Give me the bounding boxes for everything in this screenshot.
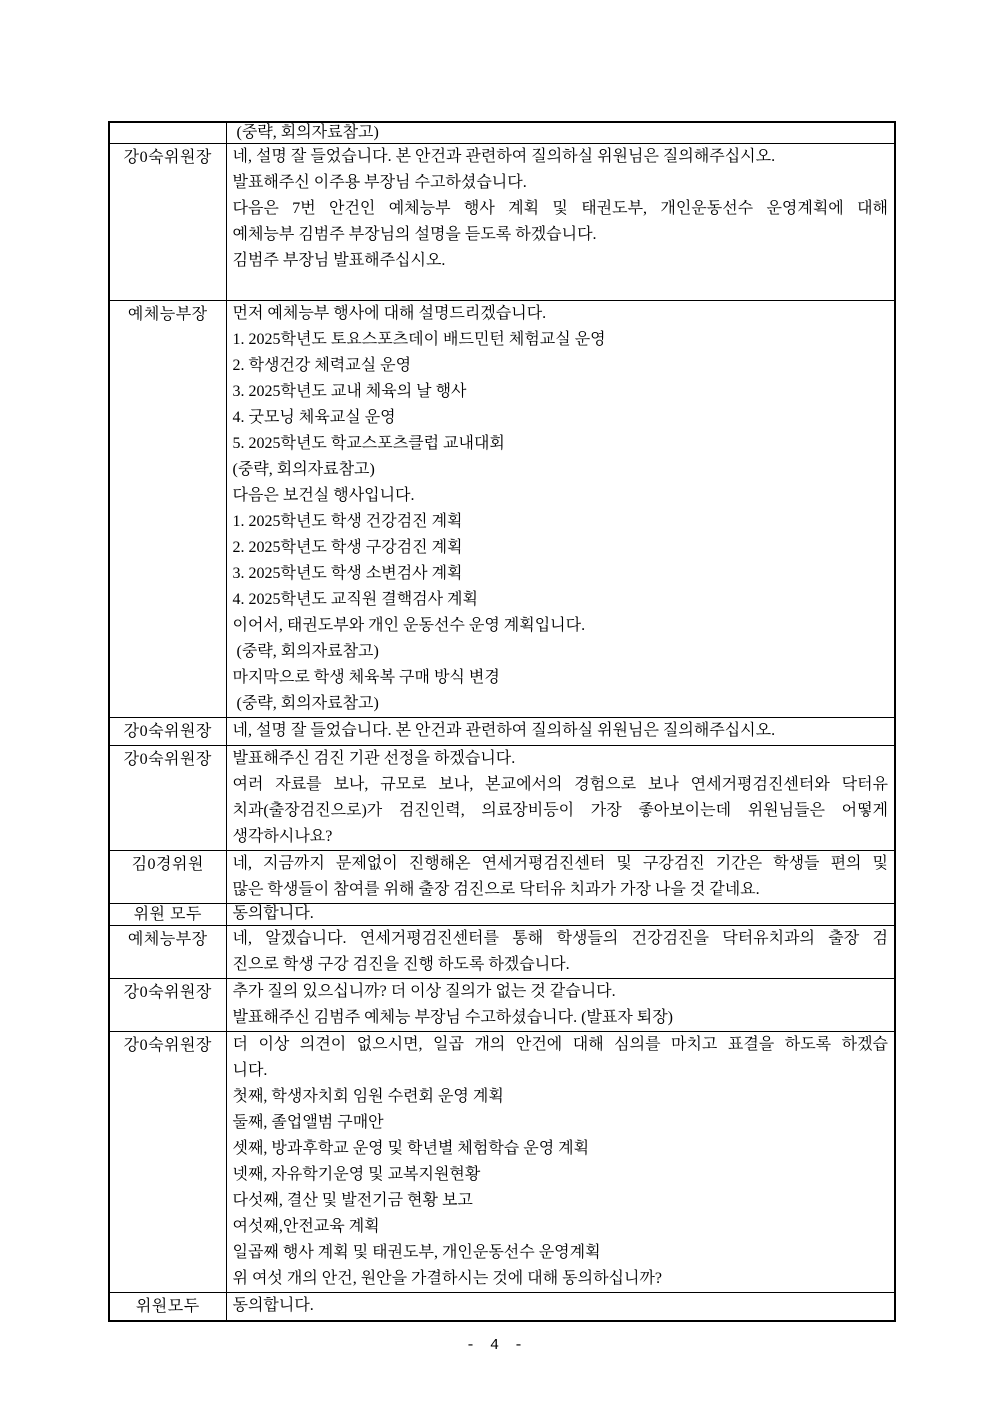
content-line: 4. 2025학년도 교직원 결핵검사 계획 [232,591,478,608]
content-line: 네, 알겠습니다. 연세거평검진센터를 통해 학생들의 건강검진을 닥터유치과의 출장 검 [232,930,888,947]
content-line: (중략, 회의자료참고) [232,124,379,141]
table-row [109,144,895,301]
table-row [109,979,895,1032]
content-line: 추가 질의 있으십니까? 더 이상 질의가 없는 것 같습니다. [232,983,616,1000]
content-cell [226,301,895,718]
content-line: 동의합니다. [232,1297,314,1314]
content-line: 다음은 7번 안건인 예체능부 행사 계획 및 태권도부, 개인운동선수 운영계획에 대해 [232,200,888,217]
content-line: 발표해주신 이주용 부장님 수고하셨습니다. [232,174,527,191]
content-line: 발표해주신 김범주 예체능 부장님 수고하셨습니다. (발표자 퇴장) [232,1009,674,1026]
content-line: 여섯째,안전교육 계획 [232,1218,380,1235]
content-line: 더 이상 의견이 없으시면, 일곱 개의 안건에 대해 심의를 마치고 표결을 하도록 하겠습 [232,1036,888,1053]
speaker-cell: 강0숙위원장 [109,1032,226,1293]
content-line: 첫째, 학생자치회 임원 수련회 운영 계획 [232,1088,504,1105]
content-line: 김범주 부장님 발표해주십시오. [232,252,446,269]
table-row [109,926,895,979]
table-row [109,851,895,904]
content-line: 진으로 학생 구강 검진을 진행 하도록 하겠습니다. [232,956,570,973]
speaker-cell: 예체능부장 [109,301,226,718]
minutes-table [108,121,896,1322]
content-line: 2. 학생건강 체력교실 운영 [232,357,412,374]
table-row [109,122,895,144]
content-line: (중략, 회의자료참고) [232,643,379,660]
content-line: 마지막으로 학생 체육복 구매 방식 변경 [232,669,500,686]
content-line: 많은 학생들이 참여를 위해 출장 검진으로 닥터유 치과가 가장 나을 것 같네요. [232,881,760,898]
content-cell [226,1032,895,1293]
content-line: 위 여섯 개의 안건, 원안을 가결하시는 것에 대해 동의하십니까? [232,1270,663,1287]
table-row [109,718,895,746]
content-line: 네, 설명 잘 들었습니다. 본 안건과 관련하여 질의하실 위원님은 질의해주십시오. [232,148,776,165]
content-line: 3. 2025학년도 학생 소변검사 계획 [232,565,463,582]
table-row [109,1293,895,1322]
speaker-cell: 강0숙위원장 [109,718,226,746]
content-line: 예체능부 김범주 부장님의 설명을 듣도록 하겠습니다. [232,226,597,243]
content-cell [226,926,895,979]
content-cell [226,1293,895,1322]
table-row [109,904,895,926]
content-line: 2. 2025학년도 학생 구강검진 계획 [232,539,463,556]
content-line: 둘째, 졸업앨범 구매안 [232,1114,384,1131]
speaker-cell: 강0숙위원장 [109,144,226,301]
content-line: 여러 자료를 보나, 규모로 보나, 본교에서의 경험으로 보나 연세거평검진센터와 닥터유 [232,776,888,793]
content-cell [226,979,895,1032]
content-line [233,274,889,300]
speaker-cell: 김0경위원 [109,851,226,904]
table-row [109,746,895,851]
speaker-cell: 강0숙위원장 [109,746,226,851]
content-line: (중략, 회의자료참고) [232,461,375,478]
content-cell [226,144,895,301]
content-cell [226,904,895,926]
content-cell [226,746,895,851]
content-line: 발표해주신 검진 기관 선정을 하겠습니다. [232,750,516,767]
speaker-cell [109,122,226,144]
content-line: 네, 지금까지 문제없이 진행해온 연세거평검진센터 및 구강검진 기간은 학생들 편의 및 [232,855,888,872]
content-cell [226,122,895,144]
content-line: (중략, 회의자료참고) [232,695,379,712]
content-line: 니다. [232,1062,268,1079]
table-row [109,301,895,718]
minutes-table-body [109,122,895,1321]
content-line: 네, 설명 잘 들었습니다. 본 안건과 관련하여 질의하실 위원님은 질의해주십시오. [232,722,776,739]
content-line: 5. 2025학년도 학교스포츠클럽 교내대회 [232,435,505,452]
content-line: 동의합니다. [232,905,314,922]
content-line: 3. 2025학년도 교내 체육의 날 행사 [232,383,467,400]
speaker-cell: 예체능부장 [109,926,226,979]
content-line: 4. 굿모닝 체육교실 운영 [232,409,396,426]
content-line: 셋째, 방과후학교 운영 및 학년별 체험학습 운영 계획 [232,1140,590,1157]
content-line: 1. 2025학년도 토요스포츠데이 배드민턴 체험교실 운영 [232,331,606,348]
content-line: 다음은 보건실 행사입니다. [232,487,415,504]
page-number: - 4 - [465,1337,526,1354]
content-line: 치과(출장검진으로)가 검진인력, 의료장비등이 가장 좋아보이는데 위원님들은 어떻게 [232,802,888,819]
content-line: 1. 2025학년도 학생 건강검진 계획 [232,513,463,530]
content-line: 넷째, 자유학기운영 및 교복지원현황 [232,1166,481,1183]
speaker-cell: 강0숙위원장 [109,979,226,1032]
content-line: 다섯째, 결산 및 발전기금 현황 보고 [232,1192,473,1209]
content-cell [226,851,895,904]
content-line: 먼저 예체능부 행사에 대해 설명드리겠습니다. [232,305,547,322]
speaker-cell: 위원모두 [109,1293,226,1322]
content-line: 생각하시나요? [232,828,333,845]
speaker-cell: 위원 모두 [109,904,226,926]
content-cell [226,718,895,746]
content-line: 일곱째 행사 계획 및 태권도부, 개인운동선수 운영계획 [232,1244,601,1261]
content-line: 이어서, 태권도부와 개인 운동선수 운영 계획입니다. [232,617,586,634]
table-row [109,1032,895,1293]
